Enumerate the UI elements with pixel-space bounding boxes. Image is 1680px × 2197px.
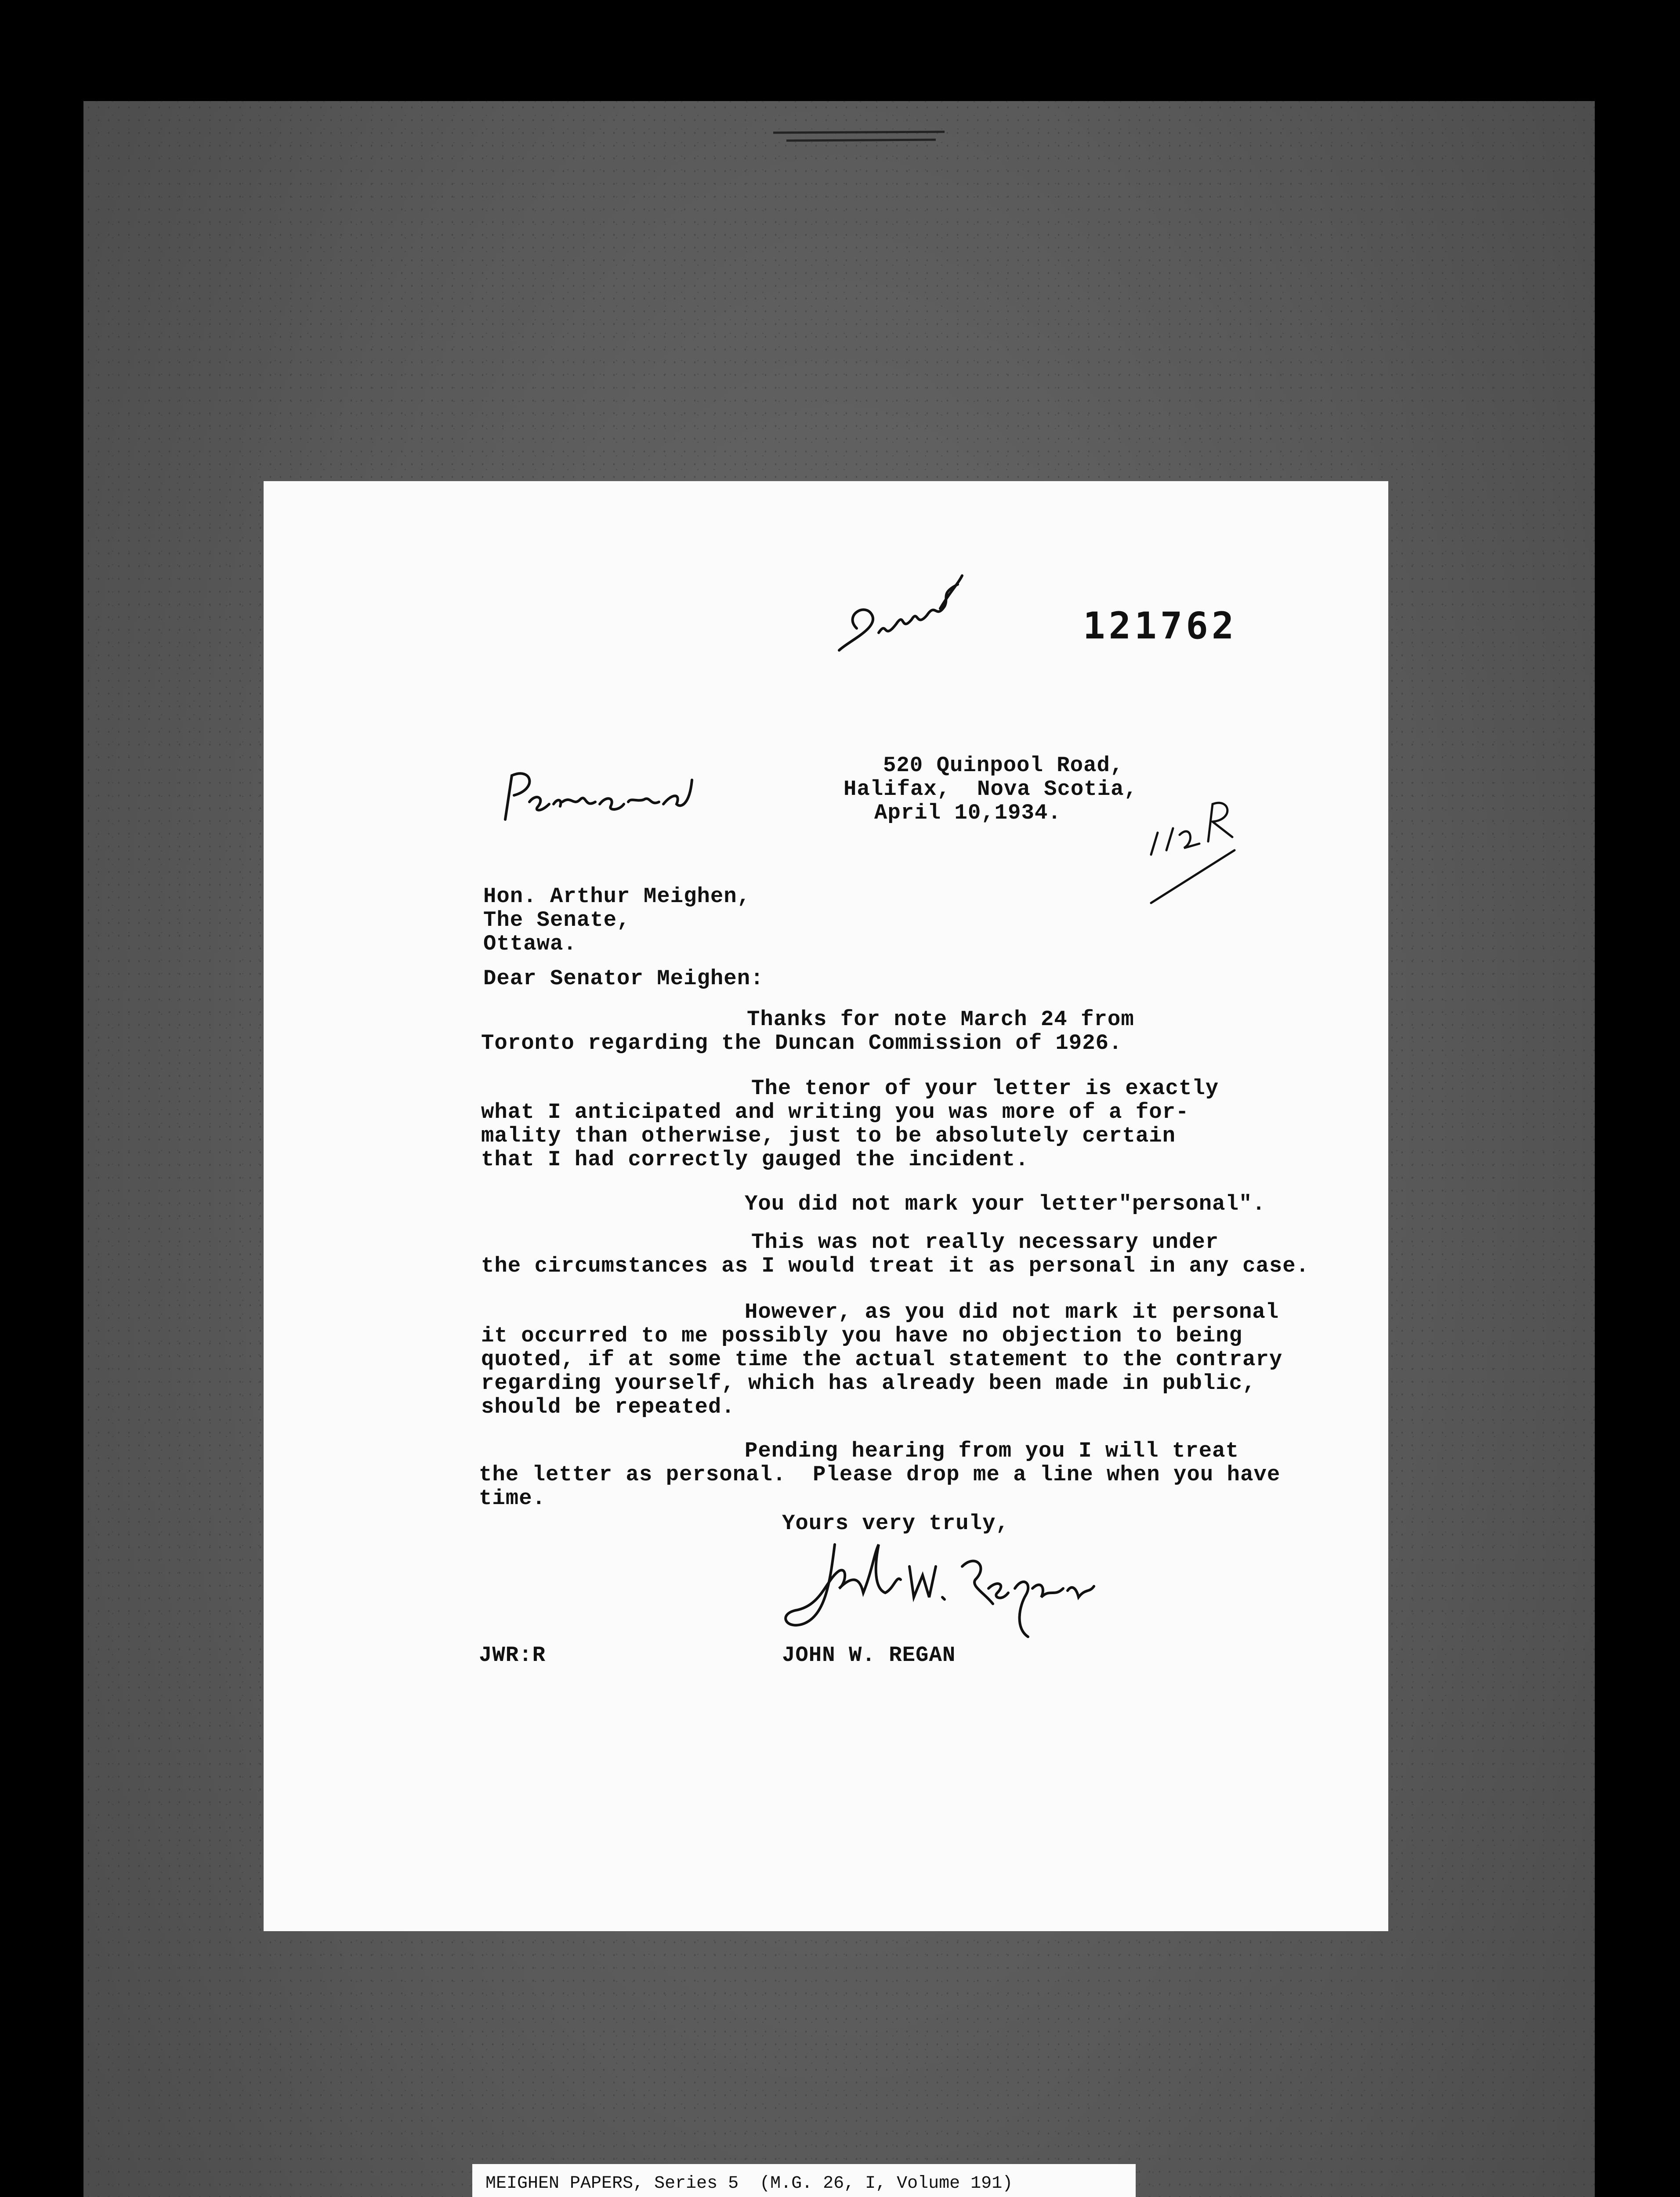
body-line: regarding yourself, which has already been made in public,: [481, 1371, 1256, 1396]
recipient-line: The Senate,: [483, 908, 630, 932]
body-line: time.: [479, 1486, 546, 1511]
sender-address-line: 520 Quinpool Road,: [883, 753, 1124, 778]
body-line: quoted, if at some time the actual statement to the contrary: [481, 1347, 1283, 1372]
body-line: it occurred to me possibly you have no objection to being: [481, 1323, 1243, 1348]
typist-initials: JWR:R: [479, 1643, 546, 1668]
body-line: Pending hearing from you I will treat: [745, 1439, 1239, 1463]
handwritten-personal: [496, 762, 699, 828]
body-line: However, as you did not mark it personal: [745, 1300, 1279, 1324]
body-line: the circumstances as I would treat it as personal in any case.: [481, 1254, 1310, 1278]
recipient-line: Ottawa.: [483, 932, 577, 956]
signer-name: JOHN W. REGAN: [782, 1643, 956, 1668]
handwritten-112r: [1142, 793, 1243, 916]
top-edge-mark: [769, 127, 953, 145]
signature: [769, 1527, 1103, 1659]
body-line: what I anticipated and writing you was more of a for-: [481, 1100, 1189, 1124]
body-line: The tenor of your letter is exactly: [751, 1076, 1219, 1101]
sender-address-line: April 10,1934.: [874, 801, 1061, 825]
sender-address-line: Halifax, Nova Scotia,: [844, 777, 1137, 801]
collection-label-text: MEIGHEN PAPERS, Series 5 (M.G. 26, I, Volume 191): [485, 2174, 1013, 2193]
body-line: Thanks for note March 24 from: [747, 1007, 1134, 1032]
body-line: mality than otherwise, just to be absolutely certain: [481, 1124, 1176, 1148]
body-line: the letter as personal. Please drop me a line when you have: [479, 1462, 1281, 1487]
collection-label: [472, 2164, 1136, 2197]
body-line: You did not mark your letter"personal".: [745, 1192, 1266, 1216]
recipient-line: Hon. Arthur Meighen,: [483, 884, 751, 909]
letter-sheet: [264, 481, 1388, 1931]
stamp-number: 121762: [1083, 604, 1238, 647]
body-line: Toronto regarding the Duncan Commission of 1926.: [481, 1031, 1122, 1055]
salutation: Dear Senator Meighen:: [483, 966, 764, 991]
body-line: that I had correctly gauged the incident.: [481, 1147, 1029, 1172]
body-line: This was not really necessary under: [751, 1230, 1219, 1254]
handwritten-senate: [830, 567, 971, 668]
body-line: should be repeated.: [481, 1395, 735, 1419]
closing: Yours very truly,: [782, 1511, 1009, 1536]
